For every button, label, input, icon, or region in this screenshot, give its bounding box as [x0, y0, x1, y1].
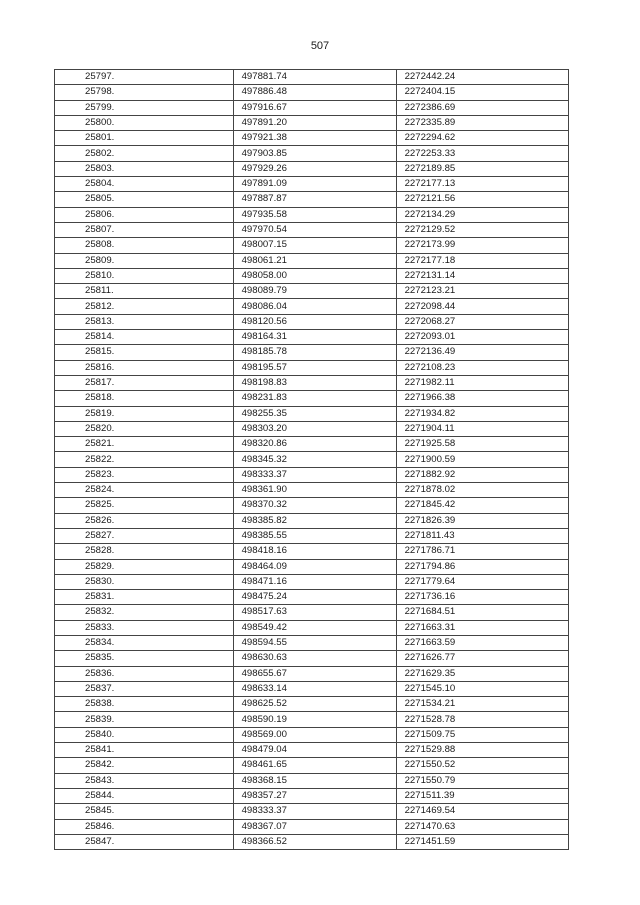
x-coordinate-cell: 498366.52 [233, 834, 396, 849]
x-coordinate-cell: 497891.20 [233, 115, 396, 130]
point-number-cell: 25816. [55, 360, 234, 375]
table-row [55, 498, 569, 513]
x-coordinate-cell: 498594.55 [233, 635, 396, 650]
point-number-cell: 25824. [55, 483, 234, 498]
x-coordinate-cell: 498333.37 [233, 467, 396, 482]
y-coordinate-cell: 2271934.82 [396, 406, 568, 421]
table-row [55, 222, 569, 237]
x-coordinate-cell: 498086.04 [233, 299, 396, 314]
y-coordinate-cell: 2271904.11 [396, 421, 568, 436]
x-coordinate-cell: 498303.20 [233, 421, 396, 436]
x-coordinate-cell: 498475.24 [233, 590, 396, 605]
point-number-cell: 25802. [55, 146, 234, 161]
y-coordinate-cell: 2272294.62 [396, 131, 568, 146]
y-coordinate-cell: 2271982.11 [396, 375, 568, 390]
y-coordinate-cell: 2271811.43 [396, 528, 568, 543]
y-coordinate-cell: 2272123.21 [396, 284, 568, 299]
table-row [55, 238, 569, 253]
point-number-cell: 25810. [55, 268, 234, 283]
x-coordinate-cell: 498479.04 [233, 743, 396, 758]
y-coordinate-cell: 2271545.10 [396, 681, 568, 696]
point-number-cell: 25814. [55, 330, 234, 345]
point-number-cell: 25811. [55, 284, 234, 299]
table-row [55, 773, 569, 788]
table-row [55, 131, 569, 146]
y-coordinate-cell: 2272177.18 [396, 253, 568, 268]
table-row [55, 391, 569, 406]
y-coordinate-cell: 2272098.44 [396, 299, 568, 314]
point-number-cell: 25805. [55, 192, 234, 207]
x-coordinate-cell: 498630.63 [233, 651, 396, 666]
point-number-cell: 25846. [55, 819, 234, 834]
y-coordinate-cell: 2271550.79 [396, 773, 568, 788]
table-row [55, 681, 569, 696]
point-number-cell: 25812. [55, 299, 234, 314]
x-coordinate-cell: 498231.83 [233, 391, 396, 406]
point-number-cell: 25817. [55, 375, 234, 390]
table-row [55, 360, 569, 375]
y-coordinate-cell: 2271550.52 [396, 758, 568, 773]
y-coordinate-cell: 2271779.64 [396, 574, 568, 589]
x-coordinate-cell: 498361.90 [233, 483, 396, 498]
y-coordinate-cell: 2271736.16 [396, 590, 568, 605]
table-row [55, 100, 569, 115]
point-number-cell: 25813. [55, 314, 234, 329]
x-coordinate-cell: 498320.86 [233, 437, 396, 452]
point-number-cell: 25820. [55, 421, 234, 436]
table-row [55, 666, 569, 681]
x-coordinate-cell: 498007.15 [233, 238, 396, 253]
x-coordinate-cell: 498255.35 [233, 406, 396, 421]
table-row [55, 590, 569, 605]
x-coordinate-cell: 497881.74 [233, 70, 396, 85]
point-number-cell: 25825. [55, 498, 234, 513]
table-body [55, 70, 569, 850]
x-coordinate-cell: 497887.87 [233, 192, 396, 207]
x-coordinate-cell: 498120.56 [233, 314, 396, 329]
table-row [55, 437, 569, 452]
table-row [55, 605, 569, 620]
y-coordinate-cell: 2271663.31 [396, 620, 568, 635]
x-coordinate-cell: 498370.32 [233, 498, 396, 513]
y-coordinate-cell: 2271629.35 [396, 666, 568, 681]
x-coordinate-cell: 497921.38 [233, 131, 396, 146]
point-number-cell: 25806. [55, 207, 234, 222]
y-coordinate-cell: 2271786.71 [396, 544, 568, 559]
table-row [55, 804, 569, 819]
point-number-cell: 25829. [55, 559, 234, 574]
table-row [55, 268, 569, 283]
table-row [55, 788, 569, 803]
y-coordinate-cell: 2272189.85 [396, 161, 568, 176]
point-number-cell: 25803. [55, 161, 234, 176]
table-row [55, 559, 569, 574]
x-coordinate-cell: 498590.19 [233, 712, 396, 727]
table-row [55, 207, 569, 222]
point-number-cell: 25815. [55, 345, 234, 360]
table-row [55, 161, 569, 176]
table-row [55, 620, 569, 635]
point-number-cell: 25831. [55, 590, 234, 605]
point-number-cell: 25843. [55, 773, 234, 788]
x-coordinate-cell: 498655.67 [233, 666, 396, 681]
point-number-cell: 25838. [55, 697, 234, 712]
table-row [55, 834, 569, 849]
x-coordinate-cell: 498633.14 [233, 681, 396, 696]
y-coordinate-cell: 2271794.86 [396, 559, 568, 574]
table-row [55, 406, 569, 421]
y-coordinate-cell: 2272131.14 [396, 268, 568, 283]
point-number-cell: 25818. [55, 391, 234, 406]
x-coordinate-cell: 498195.57 [233, 360, 396, 375]
point-number-cell: 25799. [55, 100, 234, 115]
point-number-cell: 25847. [55, 834, 234, 849]
point-number-cell: 25835. [55, 651, 234, 666]
x-coordinate-cell: 498357.27 [233, 788, 396, 803]
x-coordinate-cell: 498471.16 [233, 574, 396, 589]
point-number-cell: 25797. [55, 70, 234, 85]
point-number-cell: 25822. [55, 452, 234, 467]
table-row [55, 544, 569, 559]
y-coordinate-cell: 2271626.77 [396, 651, 568, 666]
x-coordinate-cell: 498345.32 [233, 452, 396, 467]
table-row [55, 574, 569, 589]
x-coordinate-cell: 498367.07 [233, 819, 396, 834]
y-coordinate-cell: 2272068.27 [396, 314, 568, 329]
point-number-cell: 25827. [55, 528, 234, 543]
x-coordinate-cell: 498464.09 [233, 559, 396, 574]
x-coordinate-cell: 498198.83 [233, 375, 396, 390]
x-coordinate-cell: 497935.58 [233, 207, 396, 222]
table-row [55, 743, 569, 758]
x-coordinate-cell: 498569.00 [233, 727, 396, 742]
x-coordinate-cell: 498164.31 [233, 330, 396, 345]
point-number-cell: 25828. [55, 544, 234, 559]
y-coordinate-cell: 2271509.75 [396, 727, 568, 742]
y-coordinate-cell: 2271534.21 [396, 697, 568, 712]
table-row [55, 299, 569, 314]
x-coordinate-cell: 498089.79 [233, 284, 396, 299]
x-coordinate-cell: 498061.21 [233, 253, 396, 268]
y-coordinate-cell: 2272093.01 [396, 330, 568, 345]
point-number-cell: 25834. [55, 635, 234, 650]
y-coordinate-cell: 2272129.52 [396, 222, 568, 237]
table-row [55, 758, 569, 773]
table-row [55, 146, 569, 161]
y-coordinate-cell: 2271529.88 [396, 743, 568, 758]
table-row [55, 177, 569, 192]
table-row [55, 284, 569, 299]
x-coordinate-cell: 497886.48 [233, 85, 396, 100]
table-row [55, 70, 569, 85]
point-number-cell: 25819. [55, 406, 234, 421]
y-coordinate-cell: 2271878.02 [396, 483, 568, 498]
point-number-cell: 25821. [55, 437, 234, 452]
point-number-cell: 25809. [55, 253, 234, 268]
table-row [55, 635, 569, 650]
y-coordinate-cell: 2272134.29 [396, 207, 568, 222]
y-coordinate-cell: 2272253.33 [396, 146, 568, 161]
x-coordinate-cell: 498058.00 [233, 268, 396, 283]
table-row [55, 651, 569, 666]
x-coordinate-cell: 498368.15 [233, 773, 396, 788]
point-number-cell: 25833. [55, 620, 234, 635]
y-coordinate-cell: 2271684.51 [396, 605, 568, 620]
y-coordinate-cell: 2271826.39 [396, 513, 568, 528]
coordinate-table [54, 69, 569, 850]
table-row [55, 115, 569, 130]
point-number-cell: 25826. [55, 513, 234, 528]
table-row [55, 697, 569, 712]
x-coordinate-cell: 497916.67 [233, 100, 396, 115]
y-coordinate-cell: 2272173.99 [396, 238, 568, 253]
y-coordinate-cell: 2271469.54 [396, 804, 568, 819]
table-row [55, 528, 569, 543]
point-number-cell: 25845. [55, 804, 234, 819]
x-coordinate-cell: 497903.85 [233, 146, 396, 161]
y-coordinate-cell: 2271925.58 [396, 437, 568, 452]
y-coordinate-cell: 2271882.92 [396, 467, 568, 482]
point-number-cell: 25807. [55, 222, 234, 237]
point-number-cell: 25842. [55, 758, 234, 773]
point-number-cell: 25823. [55, 467, 234, 482]
table-row [55, 727, 569, 742]
x-coordinate-cell: 498333.37 [233, 804, 396, 819]
y-coordinate-cell: 2272386.69 [396, 100, 568, 115]
point-number-cell: 25837. [55, 681, 234, 696]
y-coordinate-cell: 2271451.59 [396, 834, 568, 849]
x-coordinate-cell: 497891.09 [233, 177, 396, 192]
y-coordinate-cell: 2272177.13 [396, 177, 568, 192]
y-coordinate-cell: 2271470.63 [396, 819, 568, 834]
y-coordinate-cell: 2272121.56 [396, 192, 568, 207]
x-coordinate-cell: 497970.54 [233, 222, 396, 237]
table-row [55, 192, 569, 207]
y-coordinate-cell: 2271966.38 [396, 391, 568, 406]
point-number-cell: 25839. [55, 712, 234, 727]
y-coordinate-cell: 2272136.49 [396, 345, 568, 360]
table-row [55, 452, 569, 467]
point-number-cell: 25801. [55, 131, 234, 146]
y-coordinate-cell: 2272335.89 [396, 115, 568, 130]
y-coordinate-cell: 2271663.59 [396, 635, 568, 650]
point-number-cell: 25808. [55, 238, 234, 253]
point-number-cell: 25832. [55, 605, 234, 620]
table-row [55, 314, 569, 329]
table-row [55, 712, 569, 727]
table-row [55, 421, 569, 436]
table-row [55, 85, 569, 100]
y-coordinate-cell: 2271511.39 [396, 788, 568, 803]
point-number-cell: 25830. [55, 574, 234, 589]
y-coordinate-cell: 2272108.23 [396, 360, 568, 375]
point-number-cell: 25844. [55, 788, 234, 803]
x-coordinate-cell: 498625.52 [233, 697, 396, 712]
x-coordinate-cell: 498185.78 [233, 345, 396, 360]
table-row [55, 513, 569, 528]
y-coordinate-cell: 2271528.78 [396, 712, 568, 727]
point-number-cell: 25804. [55, 177, 234, 192]
x-coordinate-cell: 498549.42 [233, 620, 396, 635]
x-coordinate-cell: 498385.55 [233, 528, 396, 543]
table-row [55, 330, 569, 345]
point-number-cell: 25841. [55, 743, 234, 758]
point-number-cell: 25800. [55, 115, 234, 130]
table-row [55, 375, 569, 390]
table-row [55, 467, 569, 482]
x-coordinate-cell: 498385.82 [233, 513, 396, 528]
x-coordinate-cell: 498461.65 [233, 758, 396, 773]
table-row [55, 345, 569, 360]
y-coordinate-cell: 2271900.59 [396, 452, 568, 467]
x-coordinate-cell: 498517.63 [233, 605, 396, 620]
table-row [55, 483, 569, 498]
y-coordinate-cell: 2271845.42 [396, 498, 568, 513]
table-row [55, 253, 569, 268]
point-number-cell: 25836. [55, 666, 234, 681]
x-coordinate-cell: 498418.16 [233, 544, 396, 559]
y-coordinate-cell: 2272442.24 [396, 70, 568, 85]
table-row [55, 819, 569, 834]
point-number-cell: 25840. [55, 727, 234, 742]
y-coordinate-cell: 2272404.15 [396, 85, 568, 100]
point-number-cell: 25798. [55, 85, 234, 100]
page-number: 507 [310, 40, 330, 52]
x-coordinate-cell: 497929.26 [233, 161, 396, 176]
